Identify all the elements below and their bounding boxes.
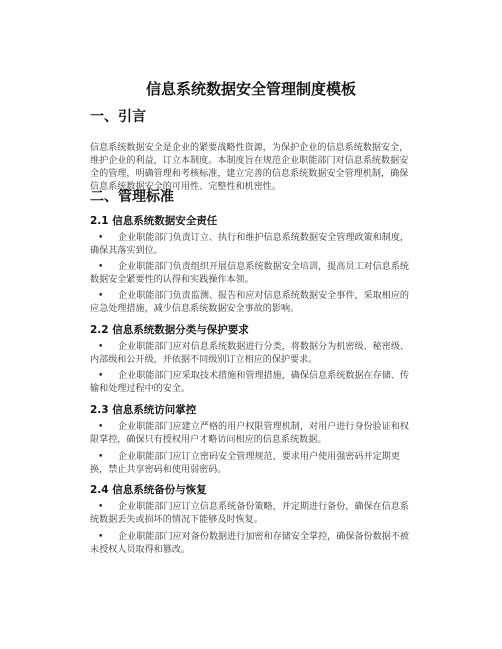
- bullet-icon: •: [98, 422, 104, 432]
- list-item: • 企业职能部门负责组织开展信息系统数据安全培训，提高员工对信息系统数据安全紧要性的认得和实践操作本领。: [90, 262, 410, 285]
- list-item: • 企业职能部门应对信息系统数据进行分类，将数据分为机密级、秘密级、内部级和公开级，并依据不同级别订立相应的保护要求。: [90, 342, 410, 365]
- list-item: • 企业职能部门应采取技术措施和管理措施，确保信息系统数据在存储、传输和处理过程中的安全。: [90, 371, 410, 394]
- list-item: • 企业职能部门应对备份数据进行加密和存储安全掌控，确保备份数据不被未授权人员取得和篡改。: [90, 532, 410, 555]
- document-title: 信息系统数据安全管理制度模板: [145, 80, 356, 98]
- bullet-icon: •: [98, 262, 104, 272]
- bullet-icon: •: [98, 532, 104, 542]
- list-item: • 企业职能部门负责监测、报告和应对信息系统数据安全事件，采取相应的应急处理措施，减少信息系统数据安全事故的影响。: [90, 291, 410, 314]
- intro-text: 信息系统数据安全是企业的紧要战略性资源，为保护企业的信息系统数据安全，维护企业的利益，订立本制度。本制度旨在规范企业职能部门对信息系统数据安全的管理，明确管理和考核标准，建立完善的信息系统数据安全管理机制，确保信息系统数据安全的可用性、完整性和机密性。: [90, 143, 409, 192]
- list-item: • 企业职能部门应订立信息系统备份策略，并定期进行备份，确保在信息系统数据丢失或损坏的情况下能够及时恢复。: [90, 502, 410, 525]
- intro-paragraph: [90, 129, 414, 194]
- section-heading-intro: 一、引言: [90, 109, 146, 125]
- bullet-icon: •: [98, 371, 104, 381]
- bullet-icon: •: [98, 502, 104, 512]
- subsection-heading-2-4: 2.4 信息系统备份与恢复: [90, 484, 207, 496]
- list-item: • 企业职能部门应订立密码安全管理规范，要求用户使用强密码并定期更换，禁止共享密码和使用弱密码。: [90, 452, 400, 475]
- bullet-icon: •: [98, 452, 104, 462]
- bullet-icon: •: [98, 291, 104, 301]
- bullet-icon: •: [98, 233, 104, 243]
- section-heading-standards: 二、管理标准: [90, 189, 174, 205]
- subsection-heading-2-1: 2.1 信息系统数据安全责任: [90, 215, 218, 227]
- list-item: • 企业职能部门应建立严格的用户权限管理机制，对用户进行身份验证和权限掌控，确保只有授权用户才略访问相应的信息系统数据。: [90, 422, 410, 445]
- subsection-heading-2-2: 2.2 信息系统数据分类与保护要求: [90, 324, 249, 336]
- list-item: • 企业职能部门负责订立、执行和维护信息系统数据安全管理政策和制度，确保其落实到位。: [90, 233, 410, 256]
- bullet-icon: •: [98, 342, 104, 352]
- subsection-heading-2-3: 2.3 信息系统访问掌控: [90, 404, 197, 416]
